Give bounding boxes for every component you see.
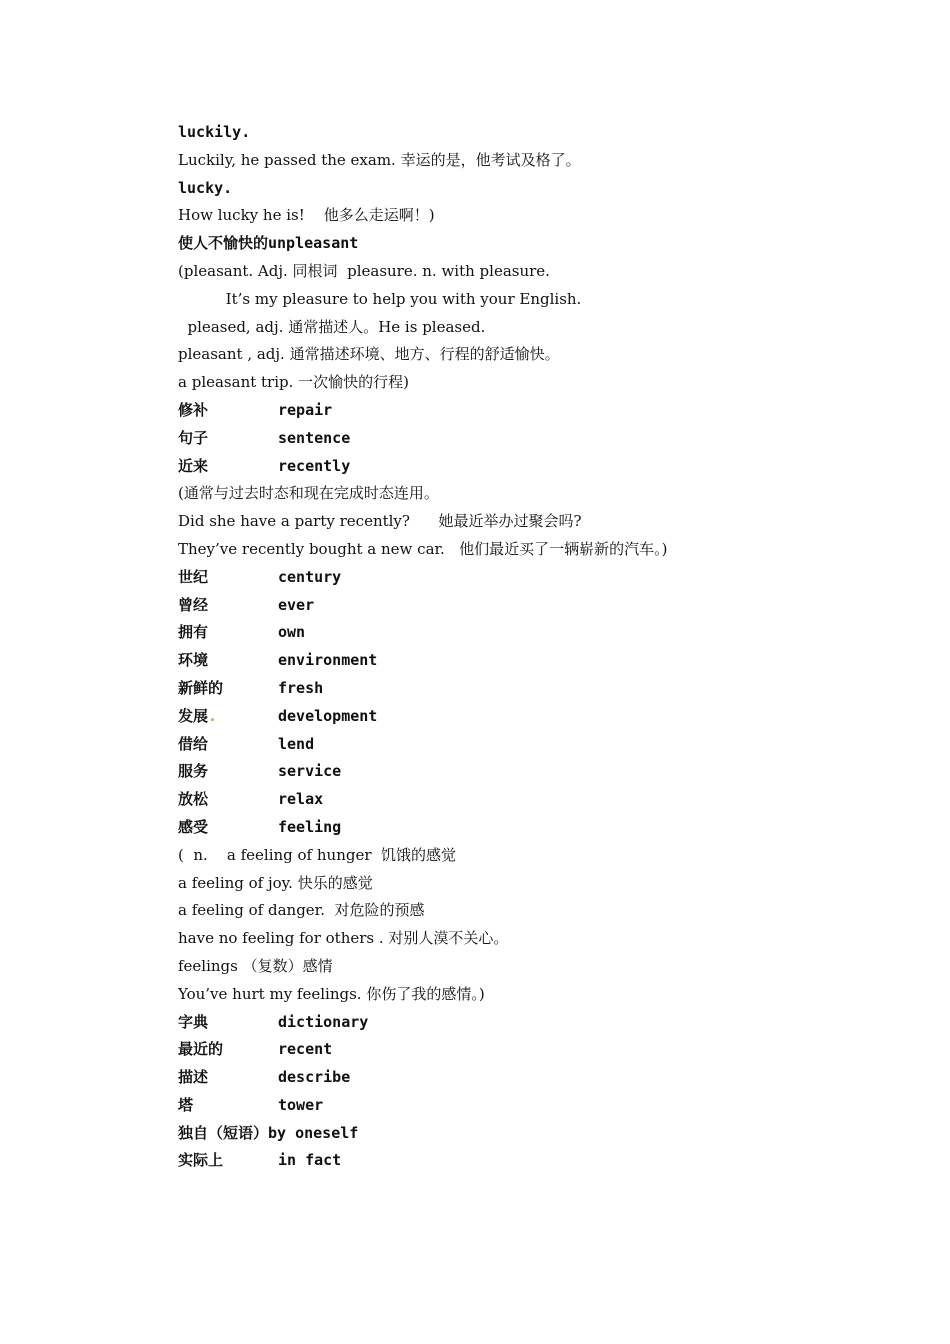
text-line: (通常与过去时态和现在完成时态连用。 [178,484,439,503]
vocab-chinese: 放松 [178,790,209,809]
text-line: luckily. [178,123,251,141]
text-line: a pleasant trip. 一次愉快的行程) [178,373,410,392]
vocab-chinese: 塔 [178,1095,194,1114]
vocab-entry [178,592,878,620]
vocab-english: century [278,567,342,586]
vocab-chinese: 最近的 [178,1040,224,1059]
vocab-entry [178,1092,878,1120]
text-line: You’ve hurt my feelings. 你伤了我的感情。) [178,984,485,1003]
vocab-english: environment [278,651,378,670]
text-line: Did she have a party recently? 她最近举办过聚会吗? [178,512,582,531]
vocab-english: recent [278,1040,333,1059]
text-line: They’ve recently bought a new car. 他们最近买了一辆崭新的汽车。) [178,539,668,558]
text-line: How lucky he is! 他多么走运啊！) [178,206,435,225]
vocab-english: tower [278,1095,324,1114]
vocab-entry [178,703,878,731]
stray-dot: . [208,706,218,725]
vocab-entry [178,619,878,647]
vocab-entry [178,786,878,814]
vocab-entry [178,564,878,592]
vocab-english: in fact [278,1151,342,1170]
vocab-english: development [278,706,378,725]
vocab-chinese: 句子 [178,428,209,447]
vocab-chinese: 字典 [178,1012,209,1031]
text-line: 使人不愉快的unpleasant [178,234,359,253]
vocab-entry [178,397,878,425]
vocab-chinese: 世纪 [178,567,209,586]
vocab-entry [178,675,878,703]
vocab-chinese: 曾经 [178,595,209,614]
vocab-english: ever [278,595,315,614]
vocab-chinese: 修补 [178,400,209,419]
vocab-entry [178,758,878,786]
vocab-chinese: 近来 [178,456,209,475]
text-line: 独自（短语）by oneself [178,1123,359,1142]
vocab-chinese: 实际上 [178,1151,224,1170]
vocab-chinese: 借给 [178,734,209,753]
vocab-english: repair [278,400,333,419]
vocab-english: relax [278,790,324,809]
text-line: have no feeling for others . 对别人漠不关心。 [178,929,509,948]
text-line: feelings （复数）感情 [178,956,333,975]
text-line: a feeling of danger. 对危险的预感 [178,901,425,920]
vocab-english: recently [278,456,351,475]
text-line: lucky. [178,178,233,197]
text-line: ( n. a feeling of hunger 饥饿的感觉 [178,845,457,864]
vocab-english: own [278,623,306,642]
vocab-entry [178,647,878,675]
vocab-entry [178,425,878,453]
vocab-english: describe [278,1068,351,1087]
text-line: pleased, adj. 通常描述人。He is pleased. [178,317,486,336]
vocab-chinese-text: 发展 [178,706,209,725]
vocab-chinese: 新鲜的 [178,678,224,697]
vocab-entry [178,814,878,842]
vocab-chinese: 拥有 [178,623,209,642]
vocab-chinese [178,703,278,731]
text-line: (pleasant. Adj. 同根词 pleasure. n. with pleasure. [178,261,550,280]
text-line: a feeling of joy. 快乐的感觉 [178,873,373,892]
text-line: It’s my pleasure to help you with your English. [178,289,582,308]
vocab-english: fresh [278,678,324,697]
document-body [178,119,878,1175]
vocab-chinese: 环境 [178,651,209,670]
vocab-entry [178,731,878,759]
vocab-entry [178,1036,878,1064]
text-line: Luckily, he passed the exam. 幸运的是，他考试及格了。 [178,150,581,169]
vocab-english: dictionary [278,1012,369,1031]
vocab-entry [178,1064,878,1092]
vocab-chinese: 服务 [178,762,209,781]
vocab-english: feeling [278,817,342,836]
vocab-entry [178,1009,878,1037]
vocab-english: lend [278,734,315,753]
vocab-entry [178,1147,878,1175]
text-line: pleasant , adj. 通常描述环境、地方、行程的舒适愉快。 [178,345,560,364]
vocab-chinese: 描述 [178,1068,209,1087]
vocab-entry [178,453,878,481]
vocab-english: sentence [278,428,351,447]
vocab-english: service [278,762,342,781]
vocab-chinese: 感受 [178,817,209,836]
